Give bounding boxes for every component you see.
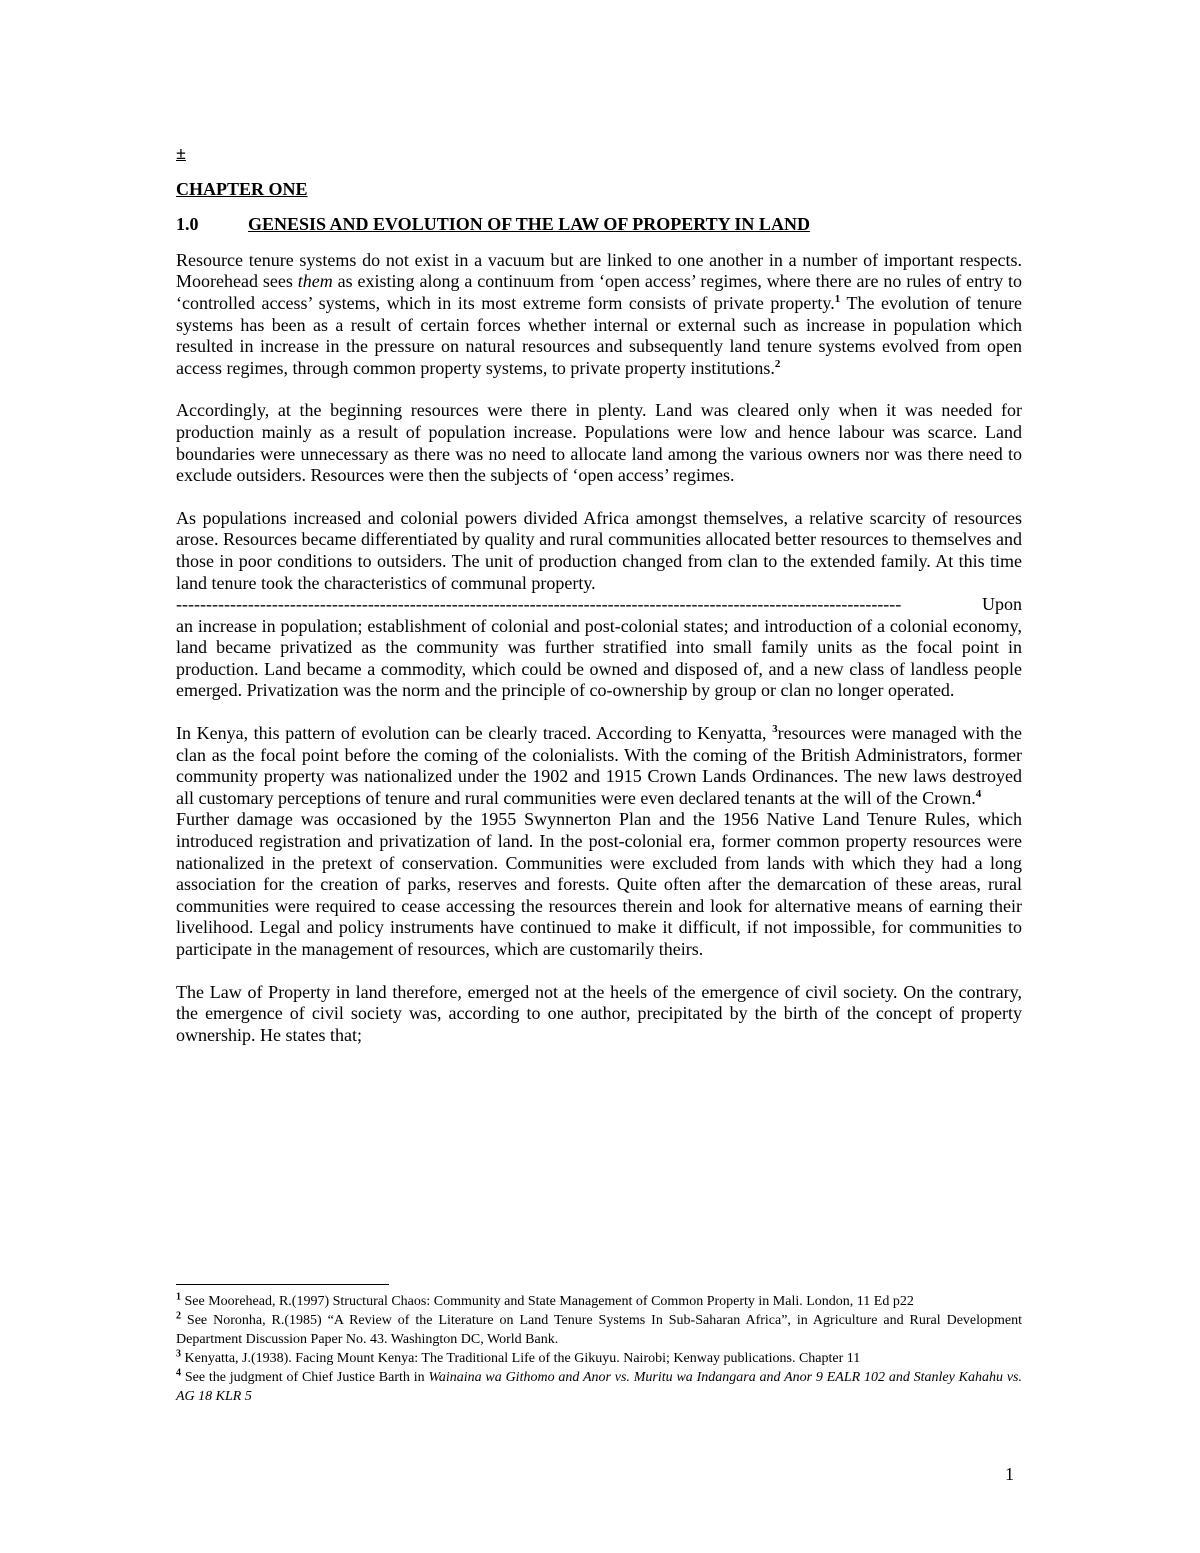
- footnote-4: [176, 1368, 1022, 1406]
- footnote-ref-3[interactable]: 3: [772, 723, 778, 736]
- footnote-3: [176, 1349, 1022, 1368]
- paragraph-populations: As populations increased and colonial powers divided Africa amongst themselves, a relative scarcity of resources arose. Resources became differentiated by quality and rural communities allocated better resources to themselves and those in poor conditions to outsiders. The unit of production changed from clan to the extended family. At this time land tenure took the characteristics of communal property.: [176, 507, 1022, 593]
- footnote-1: [176, 1292, 1022, 1311]
- footnote-text: See Moorehead, R.(1997) Structural Chaos: Community and State Management of Common Property in Mali. London, 11 Ed p22: [181, 1294, 914, 1309]
- paragraph-privatization: an increase in population; establishment of colonial and post-colonial states; and introduction of a colonial economy, land became privatized as the community was further stratified into small family units as the focal point in production. Land became a commodity, which could be owned and disposed of, and a new class of landless people emerged. Privatization was the norm and the principle of co-ownership by group or clan no longer operated.: [176, 615, 1022, 701]
- footnote-text: Kenyatta, J.(1938). Facing Mount Kenya: The Traditional Life of the Gikuyu. Nairobi; Kenway publications. Chapter 11: [181, 1351, 861, 1366]
- page-number: 1: [1005, 1464, 1014, 1484]
- paragraph-further-damage: Further damage was occasioned by the 1955 Swynnerton Plan and the 1956 Native Land Tenure Rules, which introduced registration and privatization of land. In the post-colonial era, former common property resources were nationalized in the pretext of conservation. Communities were excluded from lands with which they had a long association for the creation of parks, reserves and forests. Quite often after the demarcation of these areas, rural communities were required to cease accessing the resources therein and look for alternative means of earning their livelihood. Legal and policy instruments have continued to make it difficult, if not impossible, for communities to participate in the management of resources, which are customarily theirs.: [176, 809, 1022, 959]
- footnote-number: 1: [176, 1291, 181, 1303]
- footnote-case-citation: Wainaina wa Githomo and Anor vs. Muritu wa Indangara and Anor 9 EALR 102 and Stanley Kahahu vs. AG 18 KLR 5: [176, 1370, 1022, 1404]
- paragraph-text: resources were managed with the clan as the focal point before the coming of the colonialists. With the coming of the British Administrators, former community property was nationalized under the 1902 and 1915 Crown Lands Ordinances. The new laws destroyed all customary perceptions of tenure and rural communities were even declared tenants at the will of the Crown.: [176, 723, 1022, 808]
- upon-word: Upon: [982, 594, 1022, 615]
- chapter-title: CHAPTER ONE: [176, 178, 308, 199]
- footnote-text: See the judgment of Chief Justice Barth in: [181, 1370, 429, 1385]
- paragraph-accordingly: Accordingly, at the beginning resources were there in plenty. Land was cleared only when it was needed for production mainly as a result of population increase. Populations were low and hence labour was scarce. Land boundaries were unnecessary as there was no need to allocate land among the various owners nor was there need to exclude outsiders. Resources were then the subjects of ‘open access’ regimes.: [176, 400, 1022, 486]
- paragraph-text: In Kenya, this pattern of evolution can be clearly traced. According to Kenyatta,: [176, 723, 773, 744]
- paragraph-text: Resource tenure systems do not exist in a vacuum but are linked to one another in a number of important respects. Moorehead sees: [176, 249, 1022, 292]
- footnote-separator: [176, 1284, 389, 1285]
- footnote-ref-1[interactable]: 1: [834, 292, 841, 305]
- paragraph-law-of-property: The Law of Property in land therefore, emerged not at the heels of the emergence of civil society. On the contrary, the emergence of civil society was, according to one author, precipitated by the birth of the concept of property ownership. He states that;: [176, 981, 1022, 1045]
- paragraph-text: as existing along a continuum from ‘open access’ regimes, where there are no rules of entry to ‘controlled access’ systems, which in its most extreme form consists of private property.: [176, 271, 1022, 313]
- emphasis-text: them: [297, 271, 333, 292]
- dashes: -------------------------------------------------------------------------------------------------------------------------: [176, 594, 902, 615]
- dashed-separator-line: [176, 594, 1022, 616]
- footnote-ref-4[interactable]: 4: [975, 787, 982, 800]
- footnote-text: See Noronha, R.(1985) “A Review of the Literature on Land Tenure Systems In Sub-Saharan Africa”, in Agriculture and Rural Development Department Discussion Paper No. 43. Washington DC, World Bank.: [176, 1313, 1022, 1347]
- footnote-number: 3: [176, 1348, 181, 1360]
- footnote-2: [176, 1311, 1022, 1349]
- paragraph-tenure-systems: [176, 250, 1022, 380]
- footnote-ref-2[interactable]: 2: [774, 357, 781, 370]
- plus-minus-marker: ±: [176, 143, 186, 163]
- paragraph-text: The evolution of tenure systems has been as a result of certain forces whether internal or external such as increase in population which resulted in increase in the pressure on natural resources and subsequently land tenure systems evolved from open access regimes, through common property systems, to private property institutions.: [176, 292, 1023, 378]
- footnote-number: 4: [176, 1367, 181, 1379]
- section-heading: [176, 214, 1022, 236]
- section-title: GENESIS AND EVOLUTION OF THE LAW OF PROPERTY IN LAND: [248, 214, 810, 235]
- footnotes-section: [176, 1292, 1022, 1406]
- paragraph-kenya: [176, 723, 1022, 809]
- section-number: 1.0: [176, 214, 199, 235]
- main-content: [176, 143, 1022, 1067]
- footnote-number: 2: [176, 1310, 181, 1322]
